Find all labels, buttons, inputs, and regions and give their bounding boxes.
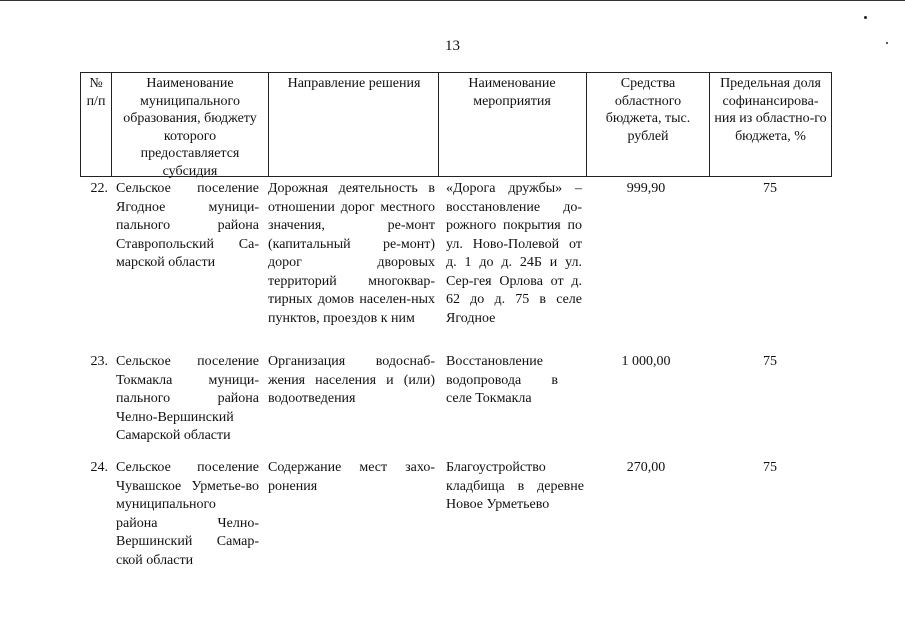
row-measure: «Дорога дружбы» – восстановление до-рожного покрытия по ул. Ново-Полевой от д. 1 до д. 24Б и ул. Сер-гея Орлова от д. 62 до д. 75 в селе Ягодное [446, 181, 582, 326]
header-num: № п/п [86, 76, 106, 109]
header-share: Предельная доля софинансирова-ния из областно-го бюджета, % [714, 76, 827, 144]
row-number: 22. [90, 181, 108, 196]
row-share: 75 [763, 460, 777, 475]
row-direction: Дорожная деятельность в отношении дорог местного значения, ре-монт (капитальный ре-монт) дорог дворовых территорий многоквар-тирных домов населен-ных пунктов, проездов к ним [268, 181, 435, 326]
header-direction: Направление решения [287, 76, 421, 91]
header-divider [268, 73, 269, 176]
row-municipality: Сельское поселение Токмакла муници-пального района Челно-Вершинский Самарской области [116, 354, 259, 443]
row-number: 23. [90, 354, 108, 369]
row-measure: Благоустройство кладбища в деревне Новое Урметьево [446, 460, 584, 512]
header-divider [709, 73, 710, 176]
row-municipality: Сельское поселение Ягодное муници-пального района Ставропольский Са-марской области [116, 181, 259, 270]
row-amount: 1 000,00 [621, 354, 671, 369]
row-municipality: Сельское поселение Чувашское Урметье-во муниципального района Челно-Вершинский Самар-ской области [116, 460, 259, 568]
row-amount: 999,90 [626, 181, 666, 196]
top-rule [0, 0, 905, 1]
row-share: 75 [763, 181, 777, 196]
header-amount: Средства областного бюджета, тыс. рублей [605, 76, 691, 144]
row-direction: Содержание мест захо-ронения [268, 460, 435, 494]
page-number: 13 [445, 38, 460, 54]
scan-speck-1 [864, 16, 867, 19]
row-measure: Восстановление водопровода в селе Токмакла [446, 354, 558, 406]
header-municipality: Наименование муниципального образования, бюджету которого предоставляется субсидия [123, 76, 257, 179]
row-direction: Организация водоснаб-жения населения и (или) водоотведения [268, 354, 435, 406]
row-amount: 270,00 [626, 460, 666, 475]
header-divider [438, 73, 439, 176]
header-divider [586, 73, 587, 176]
row-share: 75 [763, 354, 777, 369]
header-divider [111, 73, 112, 176]
row-number: 24. [90, 460, 108, 475]
table-header [80, 72, 832, 177]
header-measure: Наименование мероприятия [468, 76, 556, 109]
